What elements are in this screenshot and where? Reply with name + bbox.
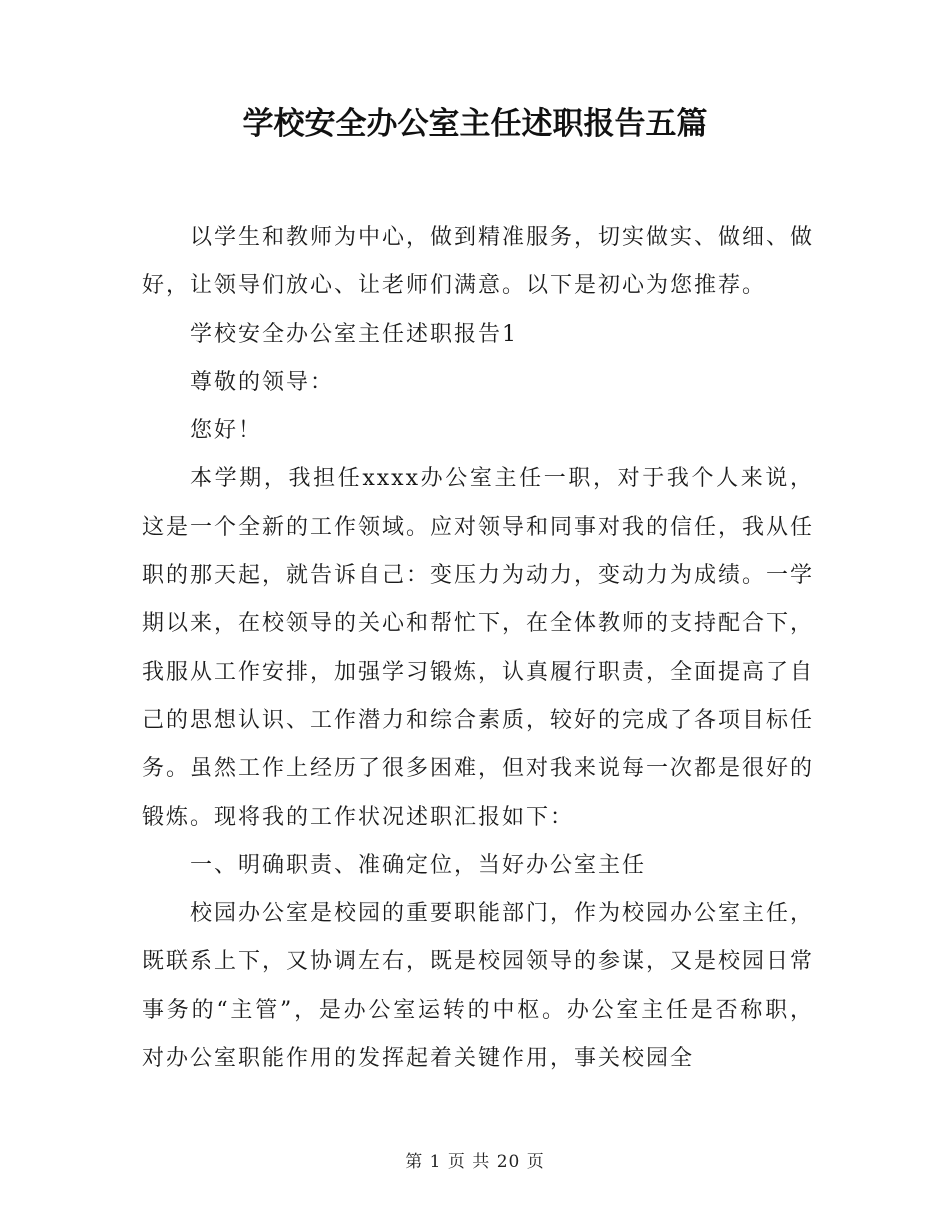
subsection-heading: 一、明确职责、准确定位，当好办公室主任 (190, 852, 647, 878)
greeting: 您好！ (190, 418, 263, 444)
salutation: 尊敬的领导： (190, 369, 335, 395)
body-paragraph: 本学期，我担任xxxx办公室主任一职，对于我个人来说，这是一个全新的工作领域。应对领导和同事对我的信任，我从任职的那天起，就告诉自己：变压力为动力，变动力为成绩。一学期以来，在校领导的关心和帮忙下，在全体教师的支持配合下，我服从工作安排，加强学习锻炼，认真履行职责，全面提高了自己的思想认识、工作潜力和综合素质，较好的完成了各项目标任务。虽然工作上经历了很多困难，但对我来说每一次都是很好的锻炼。现将我的工作状况述职汇报如下： (142, 466, 815, 830)
document-body (142, 214, 814, 1083)
intro-paragraph: 以学生和教师为中心，做到精准服务，切实做实、做细、做好，让领导们放心、让老师们满意。以下是初心为您推荐。 (142, 225, 815, 299)
page-footer: 第 1 页 共 20 页 (405, 1152, 545, 1172)
document-title: 学校安全办公室主任述职报告五篇 (242, 106, 708, 142)
body-paragraph: 校园办公室是校园的重要职能部门，作为校园办公室主任，既联系上下，又协调左右，既是校园领导的参谋，又是校园日常事务的“主管”，是办公室运转的中枢。办公室主任是否称职，对办公室职能作用的发挥起着关键作用，事关校园全 (142, 901, 815, 1072)
section-heading: 学校安全办公室主任述职报告1 (190, 321, 518, 347)
